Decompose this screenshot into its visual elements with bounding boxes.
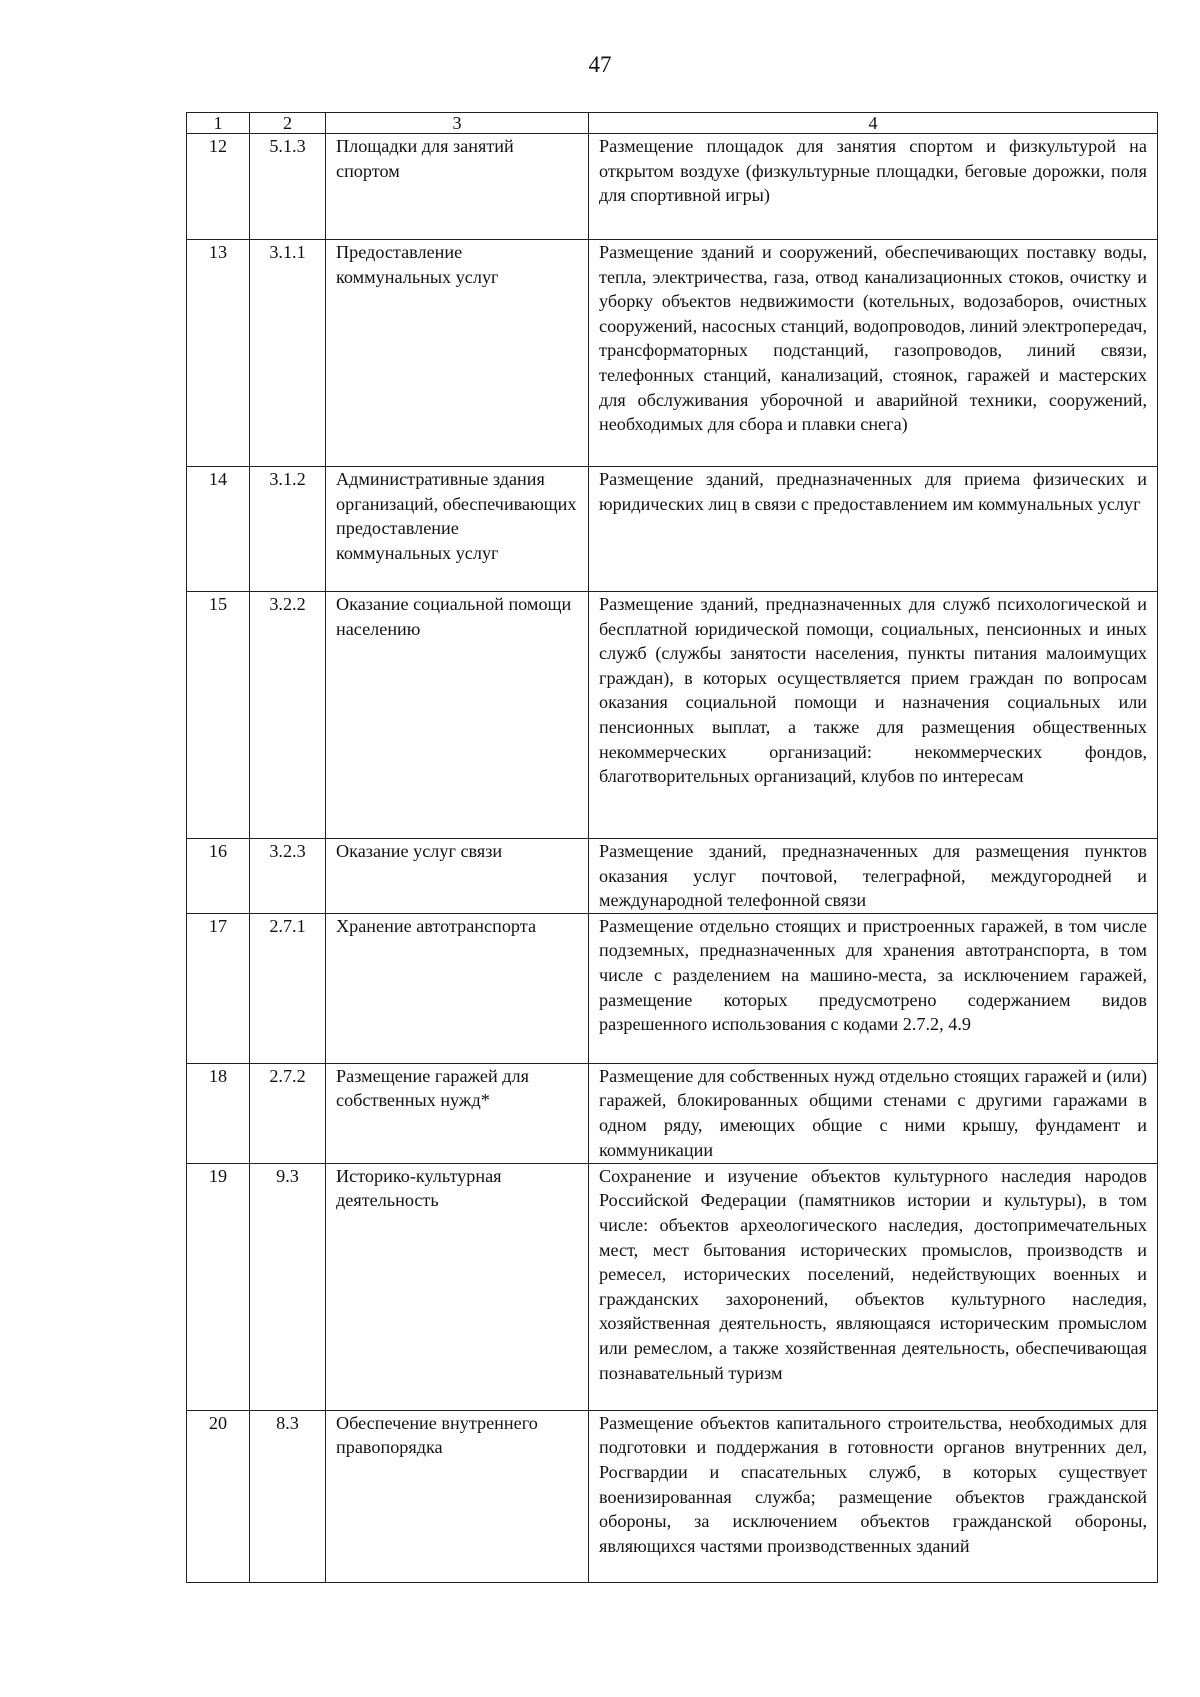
use-description: Размещение площадок для занятия спортом и физкультурой на открытом воздухе (физкультурные площадки, беговые дорожки, поля для спортивной игры) bbox=[589, 134, 1158, 240]
row-number: 19 bbox=[187, 1163, 250, 1410]
table-row bbox=[187, 913, 1158, 1063]
use-name: Размещение гаражей для собственных нужд* bbox=[326, 1063, 589, 1163]
header-col-1: 1 bbox=[187, 113, 250, 134]
use-code: 8.3 bbox=[250, 1410, 326, 1582]
use-description: Размещение для собственных нужд отдельно стоящих гаражей и (или) гаражей, блокированных общими стенами с другими гаражами в одном ряду, имеющих общие с ними крышу, фундамент и коммуникации bbox=[589, 1063, 1158, 1163]
use-name: Хранение автотранспорта bbox=[326, 913, 589, 1063]
use-code: 2.7.2 bbox=[250, 1063, 326, 1163]
use-code: 3.1.1 bbox=[250, 240, 326, 467]
use-code: 2.7.1 bbox=[250, 913, 326, 1063]
table-row bbox=[187, 134, 1158, 240]
use-code: 3.2.2 bbox=[250, 592, 326, 839]
row-number: 20 bbox=[187, 1410, 250, 1582]
use-code: 9.3 bbox=[250, 1163, 326, 1410]
use-description: Размещение объектов капитального строительства, необходимых для подготовки и поддержания в готовности органов внутренних дел, Росгвардии и спасательных служб, в которых существует военизированная служба; размещение объектов гражданской обороны, за исключением объектов гражданской обороны, являющихся частями производственных зданий bbox=[589, 1410, 1158, 1582]
table-row bbox=[187, 1063, 1158, 1163]
header-col-4: 4 bbox=[589, 113, 1158, 134]
header-col-3: 3 bbox=[326, 113, 589, 134]
use-name: Административные здания организаций, обеспечивающих предоставление коммунальных услуг bbox=[326, 467, 589, 592]
header-col-2: 2 bbox=[250, 113, 326, 134]
row-number: 17 bbox=[187, 913, 250, 1063]
table-row bbox=[187, 1410, 1158, 1582]
use-description: Размещение зданий, предназначенных для служб психологической и бесплатной юридической помощи, социальных, пенсионных и иных служб (службы занятости населения, пункты питания малоимущих граждан), в которых осуществляется прием граждан по вопросам оказания социальной помощи и назначения социальных или пенсионных выплат, а также для размещения общественных некоммерческих организаций: некоммерческих фондов, благотворительных организаций, клубов по интересам bbox=[589, 592, 1158, 839]
table-row bbox=[187, 839, 1158, 914]
use-name: Оказание социальной помощи населению bbox=[326, 592, 589, 839]
table-row bbox=[187, 1163, 1158, 1410]
use-name: Обеспечение внутреннего правопорядка bbox=[326, 1410, 589, 1582]
use-description: Размещение зданий, предназначенных для размещения пунктов оказания услуг почтовой, телеграфной, междугородней и международной телефонной связи bbox=[589, 839, 1158, 914]
use-name: Оказание услуг связи bbox=[326, 839, 589, 914]
use-description: Размещение зданий, предназначенных для приема физических и юридических лиц в связи с предоставлением им коммунальных услуг bbox=[589, 467, 1158, 592]
table-row bbox=[187, 592, 1158, 839]
page-number: 47 bbox=[588, 52, 612, 77]
use-code: 3.1.2 bbox=[250, 467, 326, 592]
row-number: 14 bbox=[187, 467, 250, 592]
table-header-row bbox=[187, 113, 1158, 134]
use-code: 5.1.3 bbox=[250, 134, 326, 240]
use-name: Площадки для занятий спортом bbox=[326, 134, 589, 240]
row-number: 15 bbox=[187, 592, 250, 839]
land-use-table bbox=[186, 112, 1158, 1583]
use-name: Историко-культурная деятельность bbox=[326, 1163, 589, 1410]
row-number: 18 bbox=[187, 1063, 250, 1163]
use-description: Сохранение и изучение объектов культурного наследия народов Российской Федерации (памятников истории и культуры), в том числе: объектов археологического наследия, достопримечательных мест, мест бытования исторических промыслов, производств и ремесел, исторических поселений, недействующих военных и гражданских захоронений, объектов культурного наследия, хозяйственная деятельность, являющаяся историческим промыслом или ремеслом, а также хозяйственная деятельность, обеспечивающая познавательный туризм bbox=[589, 1163, 1158, 1410]
table-row bbox=[187, 467, 1158, 592]
use-code: 3.2.3 bbox=[250, 839, 326, 914]
use-description: Размещение отдельно стоящих и пристроенных гаражей, в том числе подземных, предназначенных для хранения автотранспорта, в том числе с разделением на машино-места, за исключением гаражей, размещение которых предусмотрено содержанием видов разрешенного использования с кодами 2.7.2, 4.9 bbox=[589, 913, 1158, 1063]
row-number: 13 bbox=[187, 240, 250, 467]
row-number: 12 bbox=[187, 134, 250, 240]
row-number: 16 bbox=[187, 839, 250, 914]
table-row bbox=[187, 240, 1158, 467]
use-description: Размещение зданий и сооружений, обеспечивающих поставку воды, тепла, электричества, газа, отвод канализационных стоков, очистку и уборку объектов недвижимости (котельных, водозаборов, очистных сооружений, насосных станций, водопроводов, линий электропередач, трансформаторных подстанций, газопроводов, линий связи, телефонных станций, канализаций, стоянок, гаражей и мастерских для обслуживания уборочной и аварийной техники, сооружений, необходимых для сбора и плавки снега) bbox=[589, 240, 1158, 467]
use-name: Предоставление коммунальных услуг bbox=[326, 240, 589, 467]
